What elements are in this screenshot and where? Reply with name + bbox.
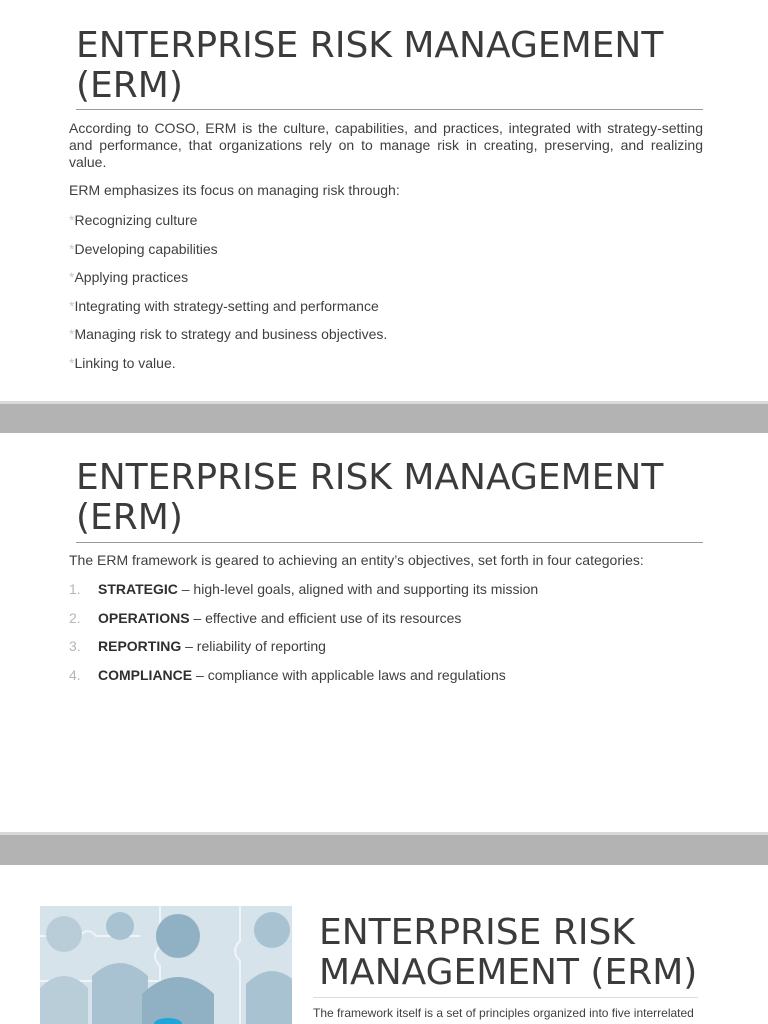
slide-2 <box>0 433 768 832</box>
list-item: *Integrating with strategy-setting and performance <box>69 297 379 314</box>
focus-bullet-list <box>69 212 387 384</box>
slide-3-title: ENTERPRISE RISK MANAGEMENT (ERM) <box>319 912 698 993</box>
list-item: *Linking to value. <box>69 354 176 371</box>
list-item: 2. OPERATIONS – effective and efficient use of its resources <box>69 609 462 626</box>
list-item: 4. COMPLIANCE – compliance with applicable laws and regulations <box>69 666 506 683</box>
bullet-marker-icon: * <box>69 240 75 257</box>
list-item: *Managing risk to strategy and business objectives. <box>69 326 388 343</box>
list-item: 1. STRATEGIC – high-level goals, aligned with and supporting its mission <box>69 581 539 597</box>
focus-intro: ERM emphasizes its focus on managing risk through: <box>69 182 400 198</box>
bullet-marker-icon: * <box>69 212 75 228</box>
slide-1 <box>0 0 768 401</box>
slide-2-title: ENTERPRISE RISK MANAGEMENT (ERM) <box>76 457 664 538</box>
slide-separator <box>0 832 768 865</box>
framework-intro: The ERM framework is geared to achieving an entity’s objectives, set forth in four categories: <box>69 552 644 568</box>
list-item: *Developing capabilities <box>69 240 218 257</box>
list-item: *Applying practices <box>69 269 189 286</box>
list-item: 3. REPORTING – reliability of reporting <box>69 638 326 655</box>
definition-paragraph: According to COSO, ERM is the culture, capabilities, and practices, integrated with strategy-setting and performance, that organizations rely on to manage risk in creating, preserving, and realizing value. <box>69 120 703 170</box>
bullet-marker-icon: * <box>69 326 75 343</box>
bullet-marker-icon: * <box>69 297 75 314</box>
objective-categories-list <box>69 581 538 695</box>
title-divider <box>313 997 698 998</box>
bullet-marker-icon: * <box>69 354 75 371</box>
puzzle-people-image <box>40 906 292 1024</box>
slide-1-title: ENTERPRISE RISK MANAGEMENT (ERM) <box>76 25 664 106</box>
slide-separator <box>0 401 768 433</box>
slide-3 <box>0 865 768 1024</box>
title-divider <box>76 109 703 110</box>
title-divider <box>76 542 703 543</box>
puzzle-people-illustration <box>40 906 292 1024</box>
list-item: *Recognizing culture <box>69 212 198 228</box>
framework-paragraph: The framework itself is a set of principles organized into five interrelated <box>313 1006 694 1020</box>
bullet-marker-icon: * <box>69 269 75 286</box>
